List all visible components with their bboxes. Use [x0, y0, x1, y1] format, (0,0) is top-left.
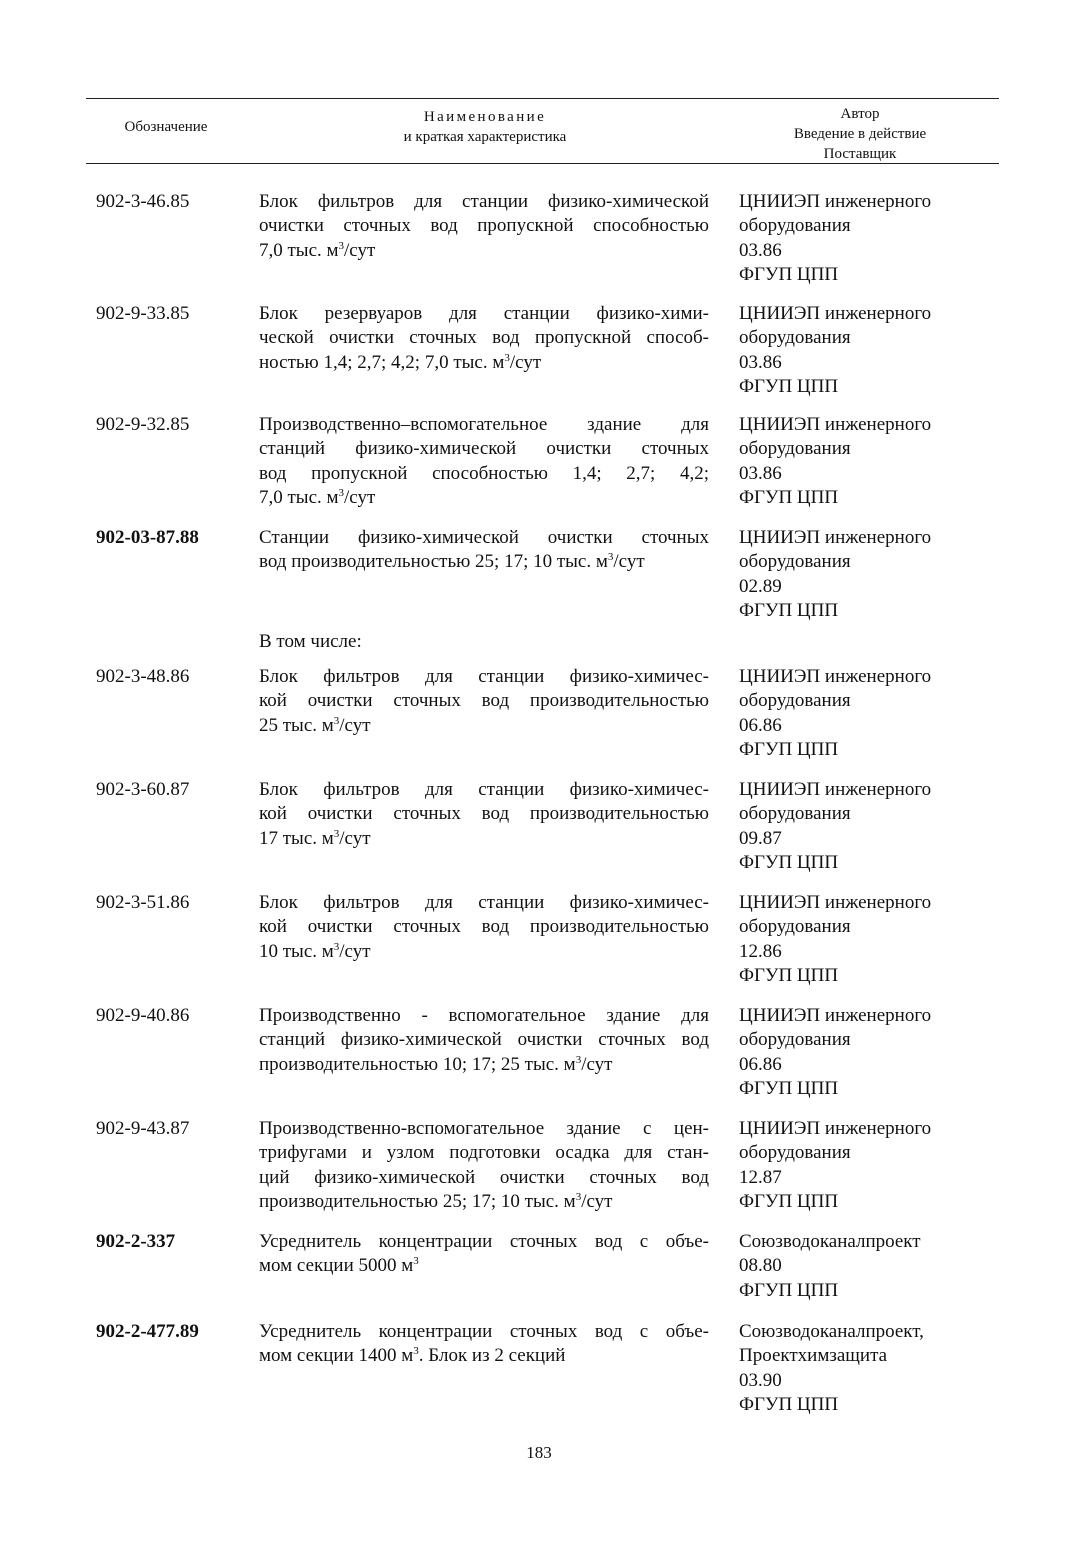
author-line: оборудования	[739, 551, 851, 573]
author-line: ЦНИИЭП инженерного	[739, 1118, 932, 1139]
row-description	[259, 1320, 709, 1369]
author-line: 03.86	[739, 462, 782, 484]
row-code: 902-3-51.86	[96, 892, 190, 913]
author-line: 06.86	[739, 714, 782, 736]
author-line: ФГУП ЦПП	[739, 376, 839, 398]
column-header-author-line1: Автор	[840, 106, 880, 122]
author-line: Союзводоканалпроект,	[739, 1321, 924, 1342]
column-header-name-line2: и краткая характеристика	[403, 129, 567, 145]
column-header-name-line1: Наименование	[423, 109, 547, 125]
author-line: 03.86	[739, 351, 782, 373]
description-line: Блок фильтров для станции физико-химичес-	[259, 666, 709, 687]
row-author	[739, 413, 999, 511]
description-line: Блок фильтров для станции физико-химичес-	[259, 892, 709, 913]
row-author	[739, 891, 999, 989]
row-description	[259, 302, 709, 375]
author-line: ЦНИИЭП инженерного	[739, 666, 932, 687]
description-line: ций физико-химической очистки сточных вод	[259, 1166, 709, 1188]
author-line: ЦНИИЭП инженерного	[739, 527, 932, 548]
row-description	[259, 190, 709, 263]
description-line: Блок резервуаров для станции физико-хими-	[259, 303, 709, 324]
row-author	[739, 1320, 999, 1418]
description-line: 7,0 тыс. $м^3$/сут	[259, 487, 376, 509]
author-line: 09.87	[739, 827, 782, 849]
description-line: кой очистки сточных вод производительностью	[259, 803, 709, 825]
row-description	[259, 665, 709, 738]
author-line: ФГУП ЦПП	[739, 965, 839, 987]
row-description	[259, 413, 709, 511]
row-code: 902-3-48.86	[96, 666, 190, 687]
row-code: 902-2-337	[96, 1231, 176, 1252]
author-line: оборудования	[739, 690, 851, 712]
row-description	[259, 526, 709, 575]
row-code: 902-3-46.85	[96, 191, 190, 212]
author-line: ЦНИИЭП инженерного	[739, 191, 932, 212]
description-line: мом секции 5000 $м^3$	[259, 1255, 419, 1277]
row-author	[739, 665, 999, 763]
row-code: 902-3-60.87	[96, 779, 190, 800]
description-line: Блок фильтров для станции физико-химичес-	[259, 779, 709, 800]
subsection-note: В том числе:	[259, 631, 362, 652]
row-author	[739, 526, 999, 624]
author-line: ФГУП ЦПП	[739, 852, 839, 874]
row-description	[259, 891, 709, 964]
description-line: 25 тыс. $м^3$/сут	[259, 714, 371, 736]
author-line: оборудования	[739, 215, 851, 237]
row-code: 902-9-33.85	[96, 303, 190, 324]
description-line: Усреднитель концентрации сточных вод с объе-	[259, 1321, 709, 1342]
row-code: 902-9-32.85	[96, 414, 190, 435]
description-line: Блок фильтров для станции физико-химической	[259, 191, 709, 212]
author-line: оборудования	[739, 438, 851, 460]
author-line: ФГУП ЦПП	[739, 739, 839, 761]
author-line: 03.86	[739, 239, 782, 261]
description-line: Производственно-вспомогательное здание с цен-	[259, 1118, 709, 1139]
column-header-author-line2: Введение в действие	[793, 126, 927, 142]
column-header-author-line3: Поставщик	[823, 146, 897, 162]
author-line: ФГУП ЦПП	[739, 1078, 839, 1100]
author-line: Союзводоканалпроект	[739, 1231, 921, 1252]
description-line: трифугами и узлом подготовки осадка для стан-	[259, 1142, 709, 1164]
author-line: 02.89	[739, 575, 782, 597]
author-line: ФГУП ЦПП	[739, 1394, 839, 1416]
header-top-rule	[86, 98, 999, 99]
row-code: 902-03-87.88	[96, 527, 199, 548]
column-header-author	[770, 104, 950, 164]
description-line: вод производительностью 25; 17; 10 тыс. $м^3$/сут	[259, 551, 645, 573]
row-description	[259, 778, 709, 851]
row-description	[259, 1004, 709, 1077]
row-author	[739, 190, 999, 288]
column-header-name	[260, 107, 710, 147]
author-line: 12.86	[739, 940, 782, 962]
row-code: 902-9-40.86	[96, 1005, 190, 1026]
author-line: ФГУП ЦПП	[739, 487, 839, 509]
description-line: Производственно–вспомогательное здание для	[259, 414, 709, 435]
description-line: 7,0 тыс. $м^3$/сут	[259, 239, 376, 261]
author-line: оборудования	[739, 1142, 851, 1164]
page-number: 183	[526, 1443, 552, 1462]
row-author	[739, 1230, 999, 1303]
author-line: ФГУП ЦПП	[739, 264, 839, 286]
description-line: ностью 1,4; 2,7; 4,2; 7,0 тыс. $м^3$/сут	[259, 351, 542, 373]
author-line: 06.86	[739, 1053, 782, 1075]
row-code: 902-9-43.87	[96, 1118, 190, 1139]
row-author	[739, 1004, 999, 1102]
author-line: Проектхимзащита	[739, 1345, 888, 1367]
author-line: ЦНИИЭП инженерного	[739, 1005, 932, 1026]
author-line: оборудования	[739, 327, 851, 349]
author-line: ЦНИИЭП инженерного	[739, 303, 932, 324]
row-description	[259, 1117, 709, 1215]
author-line: 03.90	[739, 1369, 782, 1391]
row-code: 902-2-477.89	[96, 1321, 199, 1342]
description-line: Станции физико-химической очистки сточных	[259, 527, 709, 548]
description-line: мом секции 1400 $м^3$. Блок из 2 секций	[259, 1345, 566, 1367]
row-author	[739, 778, 999, 876]
row-author	[739, 302, 999, 400]
description-line: производительностью 10; 17; 25 тыс. $м^3$/сут	[259, 1053, 613, 1075]
author-line: ФГУП ЦПП	[739, 600, 839, 622]
author-line: ЦНИИЭП инженерного	[739, 779, 932, 800]
description-line: очистки сточных вод пропускной способностью	[259, 215, 709, 237]
description-line: кой очистки сточных вод производительностью	[259, 690, 709, 712]
author-line: ЦНИИЭП инженерного	[739, 892, 932, 913]
author-line: ЦНИИЭП инженерного	[739, 414, 932, 435]
description-line: Производственно - вспомогательное здание для	[259, 1005, 709, 1026]
description-line: Усреднитель концентрации сточных вод с объе-	[259, 1231, 709, 1252]
description-line: станций физико-химической очистки сточных вод	[259, 1029, 709, 1051]
author-line: 12.87	[739, 1166, 782, 1188]
author-line: ФГУП ЦПП	[739, 1191, 839, 1213]
description-line: ческой очистки сточных вод пропускной способ-	[259, 327, 709, 349]
description-line: станций физико-химической очистки сточных	[259, 438, 709, 460]
author-line: ФГУП ЦПП	[739, 1279, 839, 1301]
description-line: 10 тыс. $м^3$/сут	[259, 940, 371, 962]
author-line: оборудования	[739, 916, 851, 938]
column-header-code: Обозначение	[124, 119, 208, 135]
author-line: оборудования	[739, 1029, 851, 1051]
description-line: 17 тыс. $м^3$/сут	[259, 827, 371, 849]
author-line: 08.80	[739, 1255, 782, 1277]
description-line: производительностью 25; 17; 10 тыс. $м^3$/сут	[259, 1191, 613, 1213]
description-line: вод пропускной способностью 1,4; 2,7; 4,2;	[259, 462, 709, 484]
description-line: кой очистки сточных вод производительностью	[259, 916, 709, 938]
author-line: оборудования	[739, 803, 851, 825]
row-author	[739, 1117, 999, 1215]
row-description	[259, 1230, 709, 1279]
